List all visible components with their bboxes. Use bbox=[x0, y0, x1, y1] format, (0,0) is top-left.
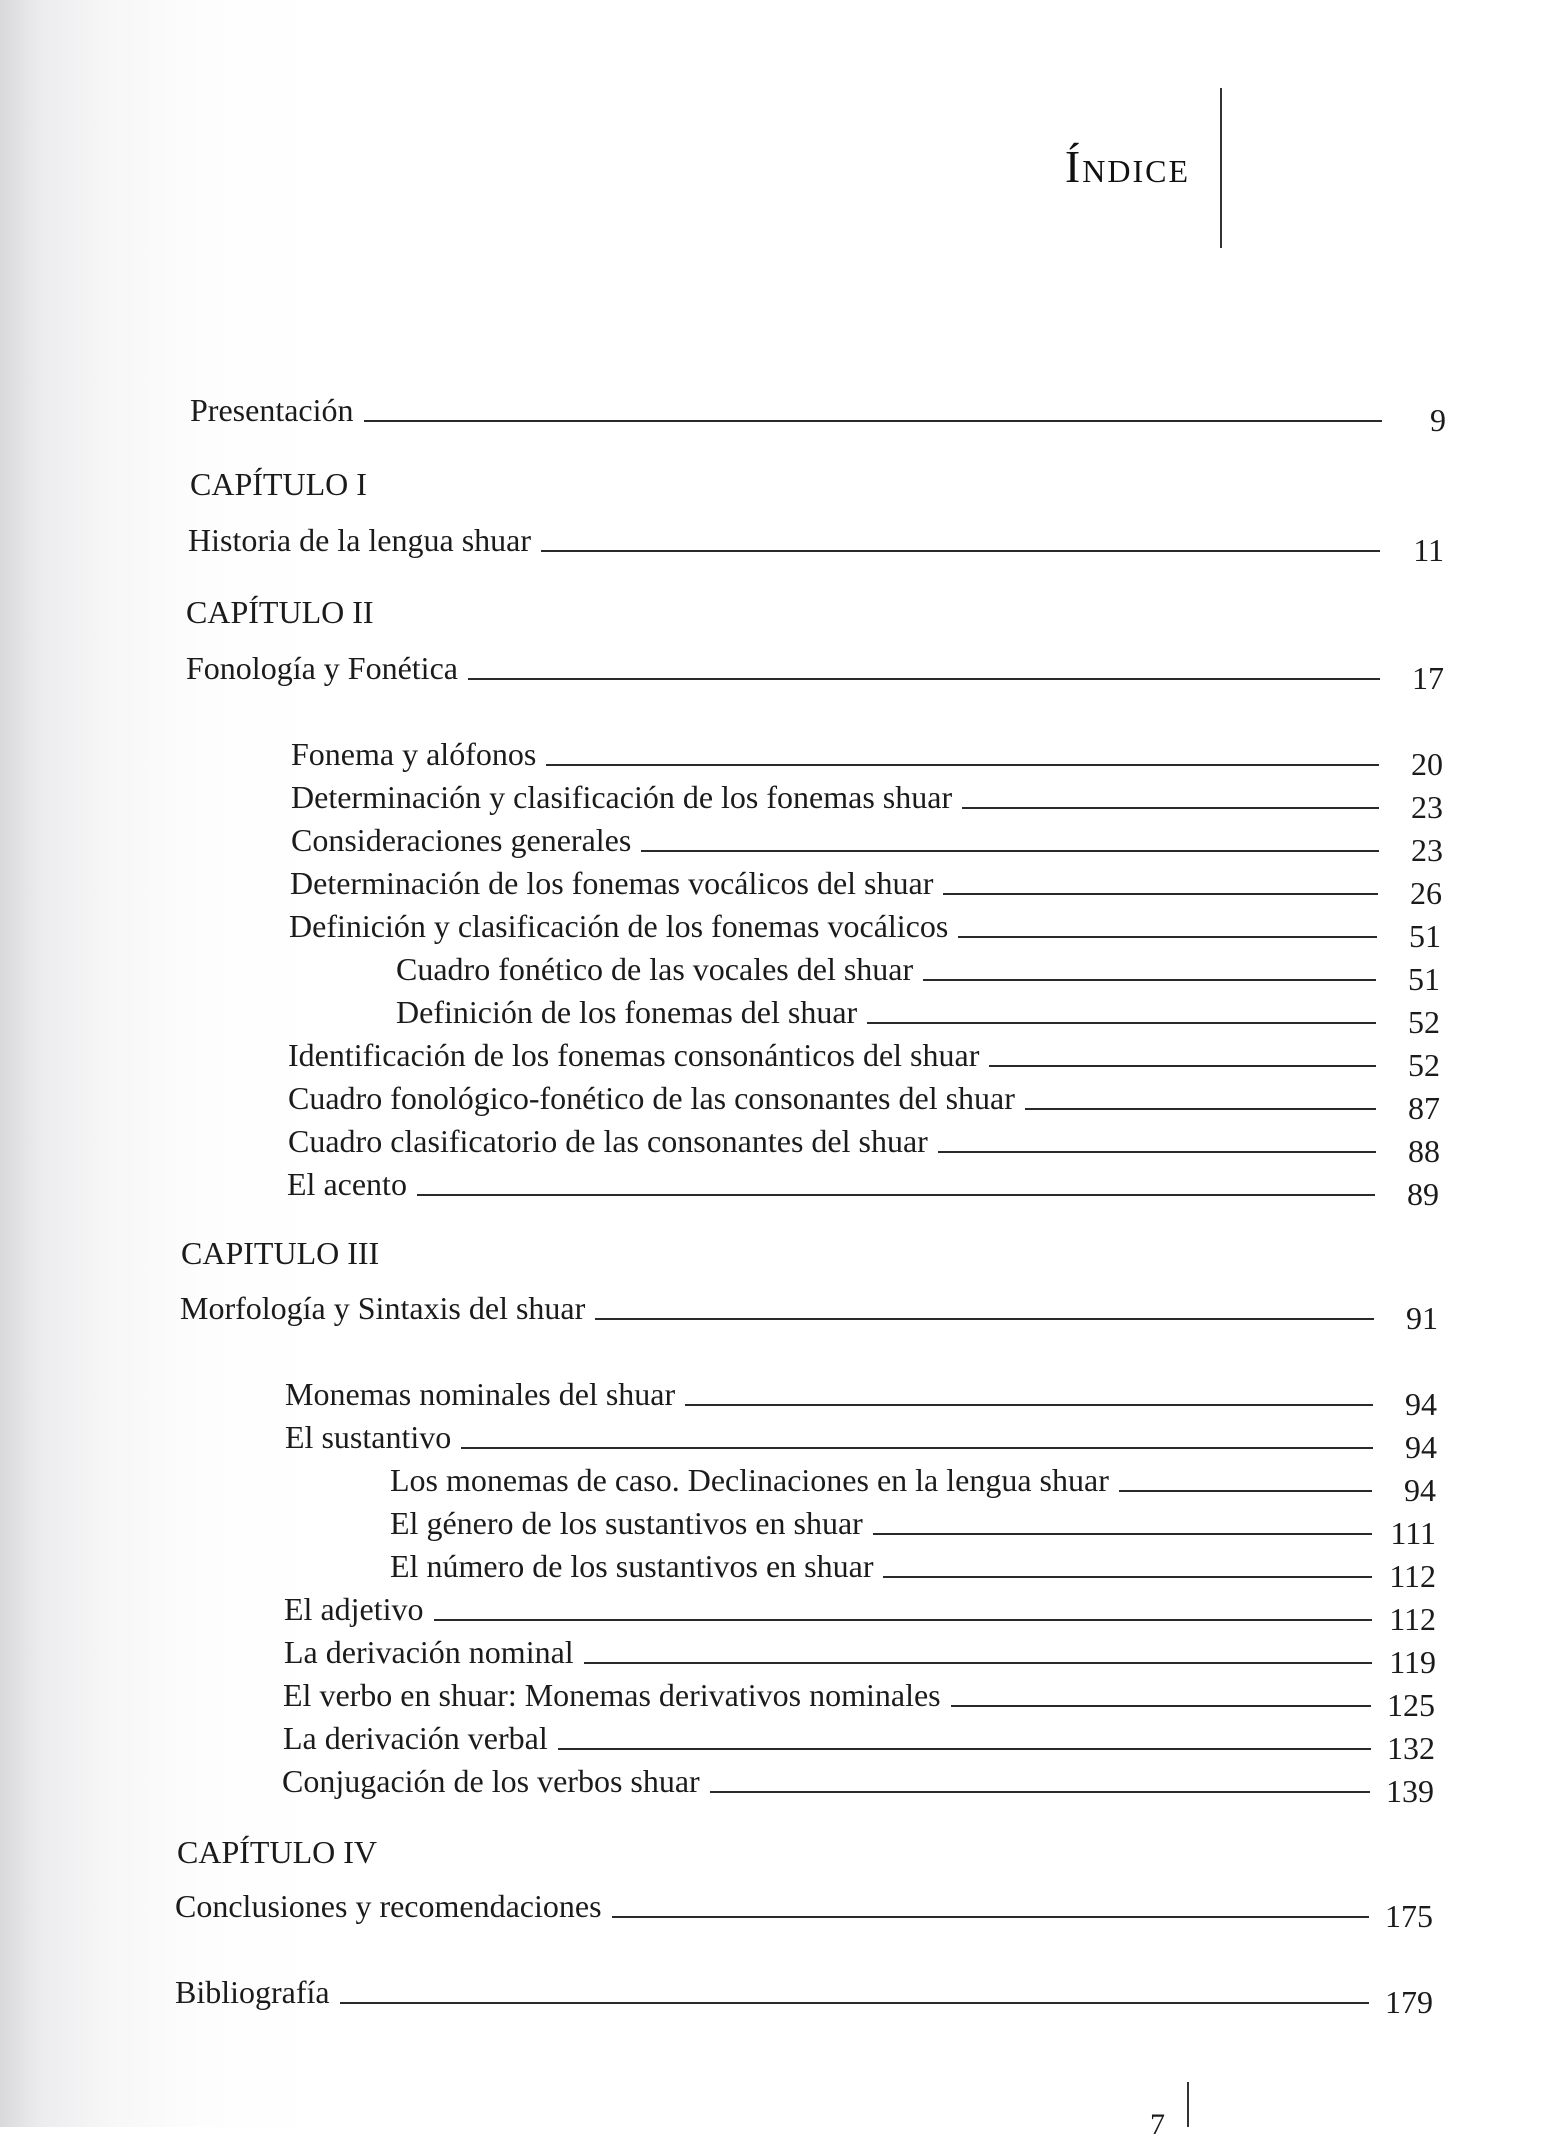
toc-item: Definición de los fonemas del shuar 52 bbox=[396, 994, 1440, 1040]
toc-item: Los monemas de caso. Declinaciones en la lengua shuar 94 bbox=[390, 1462, 1436, 1508]
toc-item: El acento 89 bbox=[287, 1166, 1439, 1212]
leader-line bbox=[364, 420, 1383, 422]
toc-entry-label: Fonología y Fonética bbox=[186, 650, 458, 686]
chapter-heading-4: CAPÍTULO IV bbox=[177, 1834, 377, 1870]
leader-line bbox=[468, 678, 1380, 680]
toc-entry-page: 9 bbox=[1430, 402, 1446, 438]
chapter-heading-3: CAPITULO III bbox=[181, 1235, 380, 1271]
toc-item: El sustantivo 94 bbox=[285, 1419, 1437, 1465]
toc-item: La derivación nominal 119 bbox=[284, 1634, 1436, 1680]
toc-item: Conjugación de los verbos shuar 139 bbox=[282, 1763, 1434, 1809]
toc-item: Definición y clasificación de los fonemas vocálicos 51 bbox=[289, 908, 1441, 954]
toc-entry-label: Morfología y Sintaxis del shuar bbox=[180, 1290, 586, 1326]
toc-entry-label: Conclusiones y recomendaciones bbox=[175, 1888, 602, 1924]
leader-line bbox=[340, 2002, 1369, 2004]
footer-rule bbox=[1187, 2082, 1189, 2127]
chapter-heading-1: CAPÍTULO I bbox=[190, 466, 367, 502]
leader-line bbox=[612, 1916, 1369, 1918]
toc-entry-label: Bibliografía bbox=[175, 1974, 330, 2010]
toc-entry-conclusiones bbox=[175, 1876, 1433, 1934]
title-rule bbox=[1220, 88, 1222, 248]
toc-item: Determinación y clasificación de los fonemas shuar 23 bbox=[291, 779, 1443, 825]
toc-item: El adjetivo 112 bbox=[284, 1591, 1436, 1637]
toc-entry-fonologia bbox=[186, 638, 1444, 696]
toc-entry-presentacion bbox=[190, 380, 1446, 438]
toc-item: Fonema y alófonos 20 bbox=[291, 736, 1443, 782]
toc-item: Consideraciones generales 23 bbox=[291, 822, 1443, 868]
page-number: 7 bbox=[1150, 2108, 1165, 2141]
toc-item: Cuadro fonológico-fonético de las consonantes del shuar 87 bbox=[288, 1080, 1440, 1126]
toc-item: La derivación verbal 132 bbox=[283, 1720, 1435, 1766]
toc-item: El número de los sustantivos en shuar 112 bbox=[390, 1548, 1436, 1594]
toc-entry-page: 91 bbox=[1406, 1300, 1438, 1336]
toc-entry-morfologia bbox=[180, 1278, 1438, 1336]
toc-item: Monemas nominales del shuar 94 bbox=[285, 1376, 1437, 1422]
toc-item: Cuadro clasificatorio de las consonantes del shuar 88 bbox=[288, 1123, 1440, 1169]
toc-entry-page: 179 bbox=[1385, 1984, 1433, 2020]
toc-item: El verbo en shuar: Monemas derivativos nominales 125 bbox=[283, 1677, 1435, 1723]
toc-entry-bibliografia bbox=[175, 1962, 1433, 2020]
toc-item: Identificación de los fonemas consonánticos del shuar 52 bbox=[288, 1037, 1440, 1083]
toc-item: Determinación de los fonemas vocálicos del shuar 26 bbox=[290, 865, 1442, 911]
toc-item: El género de los sustantivos en shuar 111 bbox=[390, 1505, 1436, 1551]
toc-entry-page: 175 bbox=[1385, 1898, 1433, 1934]
page-title: Índice bbox=[1064, 141, 1190, 192]
toc-entry-label: Historia de la lengua shuar bbox=[188, 522, 531, 558]
toc-entry-historia bbox=[188, 510, 1444, 568]
toc-entry-page: 17 bbox=[1412, 660, 1444, 696]
chapter-heading-2: CAPÍTULO II bbox=[186, 594, 374, 630]
leader-line bbox=[595, 1318, 1374, 1320]
leader-line bbox=[541, 550, 1380, 552]
toc-item: Cuadro fonético de las vocales del shuar 51 bbox=[396, 951, 1440, 997]
toc-entry-page: 11 bbox=[1413, 532, 1444, 568]
toc-entry-label: Presentación bbox=[190, 392, 354, 428]
